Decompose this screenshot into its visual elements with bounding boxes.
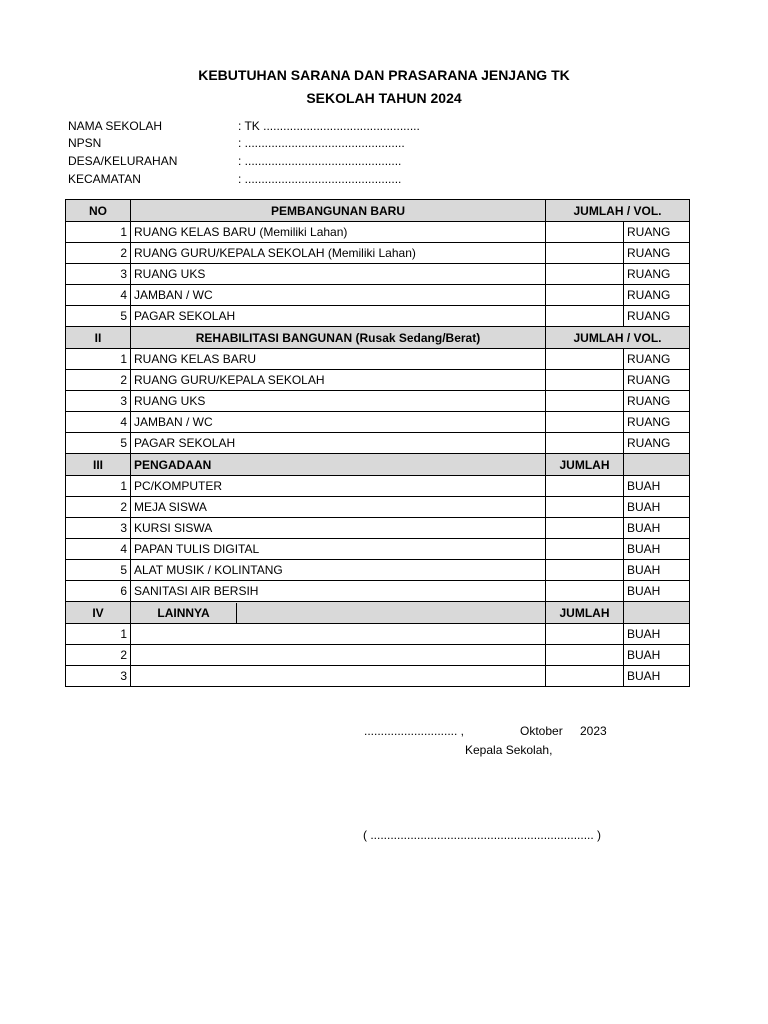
- table-row: [66, 497, 690, 518]
- qty-cell[interactable]: [546, 264, 624, 285]
- section-title-cell: [131, 602, 546, 624]
- item-name: RUANG KELAS BARU (Memiliki Lahan): [131, 222, 546, 243]
- row-number: 2: [66, 370, 131, 391]
- qty-cell[interactable]: [546, 476, 624, 497]
- table-row: [66, 666, 690, 687]
- unit-cell: BUAH: [624, 666, 690, 687]
- section-number: NO: [66, 200, 131, 222]
- row-number: 1: [66, 624, 131, 645]
- unit-cell: RUANG: [624, 391, 690, 412]
- qty-cell[interactable]: [546, 222, 624, 243]
- table-row: [66, 560, 690, 581]
- row-number: 5: [66, 306, 131, 327]
- item-name[interactable]: [131, 645, 546, 666]
- table-row: [66, 222, 690, 243]
- qty-cell[interactable]: [546, 624, 624, 645]
- unit-cell: BUAH: [624, 539, 690, 560]
- item-name: RUANG UKS: [131, 264, 546, 285]
- row-number: 2: [66, 497, 131, 518]
- info-value-nama-sekolah: : TK ...............................................: [238, 119, 420, 133]
- info-label-kecamatan: KECAMATAN: [68, 172, 141, 186]
- unit-cell: RUANG: [624, 285, 690, 306]
- unit-cell: BUAH: [624, 476, 690, 497]
- section-title-extra: [237, 603, 545, 623]
- item-name[interactable]: [131, 624, 546, 645]
- unit-cell: BUAH: [624, 581, 690, 602]
- table-row: [66, 264, 690, 285]
- unit-heading: [624, 602, 690, 624]
- table-row: [66, 433, 690, 454]
- row-number: 3: [66, 518, 131, 539]
- item-name: JAMBAN / WC: [131, 412, 546, 433]
- section-title: PENGADAAN: [131, 454, 546, 476]
- item-name: MEJA SISWA: [131, 497, 546, 518]
- item-name: RUANG GURU/KEPALA SEKOLAH: [131, 370, 546, 391]
- table-row: [66, 581, 690, 602]
- item-name: PC/KOMPUTER: [131, 476, 546, 497]
- qty-cell[interactable]: [546, 412, 624, 433]
- unit-cell: BUAH: [624, 624, 690, 645]
- table-row: [66, 518, 690, 539]
- section-title: LAINNYA: [131, 603, 237, 623]
- unit-heading: [624, 454, 690, 476]
- table-row: [66, 412, 690, 433]
- qty-heading: JUMLAH / VOL.: [546, 327, 690, 349]
- section-title: REHABILITASI BANGUNAN (Rusak Sedang/Berat): [131, 327, 546, 349]
- section-header: [66, 602, 690, 624]
- row-number: 3: [66, 666, 131, 687]
- qty-cell[interactable]: [546, 539, 624, 560]
- unit-cell: RUANG: [624, 370, 690, 391]
- item-name: RUANG KELAS BARU: [131, 349, 546, 370]
- qty-cell[interactable]: [546, 243, 624, 264]
- table-row: [66, 349, 690, 370]
- info-label-npsn: NPSN: [68, 136, 102, 150]
- qty-cell[interactable]: [546, 666, 624, 687]
- qty-cell[interactable]: [546, 285, 624, 306]
- signature-place: ............................ ,: [364, 724, 465, 738]
- row-number: 4: [66, 412, 131, 433]
- section-number: III: [66, 454, 131, 476]
- item-name: PAPAN TULIS DIGITAL: [131, 539, 546, 560]
- qty-heading: JUMLAH: [546, 602, 624, 624]
- table-row: [66, 624, 690, 645]
- section-number: II: [66, 327, 131, 349]
- row-number: 1: [66, 349, 131, 370]
- qty-cell[interactable]: [546, 433, 624, 454]
- section-number: IV: [66, 602, 131, 624]
- signature-name-line: ( ................................................................... ): [363, 828, 602, 842]
- row-number: 5: [66, 560, 131, 581]
- row-number: 5: [66, 433, 131, 454]
- row-number: 4: [66, 539, 131, 560]
- unit-cell: RUANG: [624, 306, 690, 327]
- unit-cell: BUAH: [624, 560, 690, 581]
- row-number: 1: [66, 476, 131, 497]
- item-name[interactable]: [131, 666, 546, 687]
- table-row: [66, 476, 690, 497]
- section-header: [66, 200, 690, 222]
- item-name: JAMBAN / WC: [131, 285, 546, 306]
- qty-cell[interactable]: [546, 497, 624, 518]
- item-name: RUANG GURU/KEPALA SEKOLAH (Memiliki Lahan): [131, 243, 546, 264]
- row-number: 4: [66, 285, 131, 306]
- table-row: [66, 370, 690, 391]
- table-row: [66, 539, 690, 560]
- qty-cell[interactable]: [546, 306, 624, 327]
- qty-cell[interactable]: [546, 560, 624, 581]
- row-number: 3: [66, 264, 131, 285]
- qty-heading: JUMLAH / VOL.: [546, 200, 690, 222]
- table-row: [66, 645, 690, 666]
- needs-table: [65, 199, 690, 687]
- section-header: [66, 454, 690, 476]
- table-row: [66, 391, 690, 412]
- info-label-desa: DESA/KELURAHAN: [68, 154, 178, 168]
- table-row: [66, 243, 690, 264]
- row-number: 2: [66, 645, 131, 666]
- signature-month: Oktober: [520, 724, 563, 738]
- document-title: KEBUTUHAN SARANA DAN PRASARANA JENJANG TK: [198, 67, 570, 83]
- row-number: 3: [66, 391, 131, 412]
- unit-cell: BUAH: [624, 645, 690, 666]
- item-name: PAGAR SEKOLAH: [131, 306, 546, 327]
- unit-cell: RUANG: [624, 264, 690, 285]
- item-name: ALAT MUSIK / KOLINTANG: [131, 560, 546, 581]
- qty-cell[interactable]: [546, 391, 624, 412]
- qty-cell[interactable]: [546, 518, 624, 539]
- qty-heading: JUMLAH: [546, 454, 624, 476]
- unit-cell: RUANG: [624, 222, 690, 243]
- qty-cell[interactable]: [546, 349, 624, 370]
- unit-cell: RUANG: [624, 412, 690, 433]
- unit-cell: RUANG: [624, 349, 690, 370]
- unit-cell: RUANG: [624, 243, 690, 264]
- item-name: KURSI SISWA: [131, 518, 546, 539]
- section-title: PEMBANGUNAN BARU: [131, 200, 546, 222]
- row-number: 6: [66, 581, 131, 602]
- info-label-nama-sekolah: NAMA SEKOLAH: [68, 119, 163, 133]
- item-name: RUANG UKS: [131, 391, 546, 412]
- unit-cell: BUAH: [624, 518, 690, 539]
- row-number: 1: [66, 222, 131, 243]
- item-name: SANITASI AIR BERSIH: [131, 581, 546, 602]
- signature-position: Kepala Sekolah,: [465, 743, 553, 757]
- info-value-npsn: : ................................................: [238, 136, 405, 150]
- table-row: [66, 306, 690, 327]
- unit-cell: RUANG: [624, 433, 690, 454]
- unit-cell: BUAH: [624, 497, 690, 518]
- qty-cell[interactable]: [546, 645, 624, 666]
- qty-cell[interactable]: [546, 581, 624, 602]
- document-subtitle: SEKOLAH TAHUN 2024: [306, 90, 462, 106]
- info-value-desa: : ...............................................: [238, 154, 402, 168]
- table-row: [66, 285, 690, 306]
- info-value-kecamatan: : ...............................................: [238, 172, 402, 186]
- qty-cell[interactable]: [546, 370, 624, 391]
- row-number: 2: [66, 243, 131, 264]
- signature-year: 2023: [580, 724, 607, 738]
- section-header: [66, 327, 690, 349]
- item-name: PAGAR SEKOLAH: [131, 433, 546, 454]
